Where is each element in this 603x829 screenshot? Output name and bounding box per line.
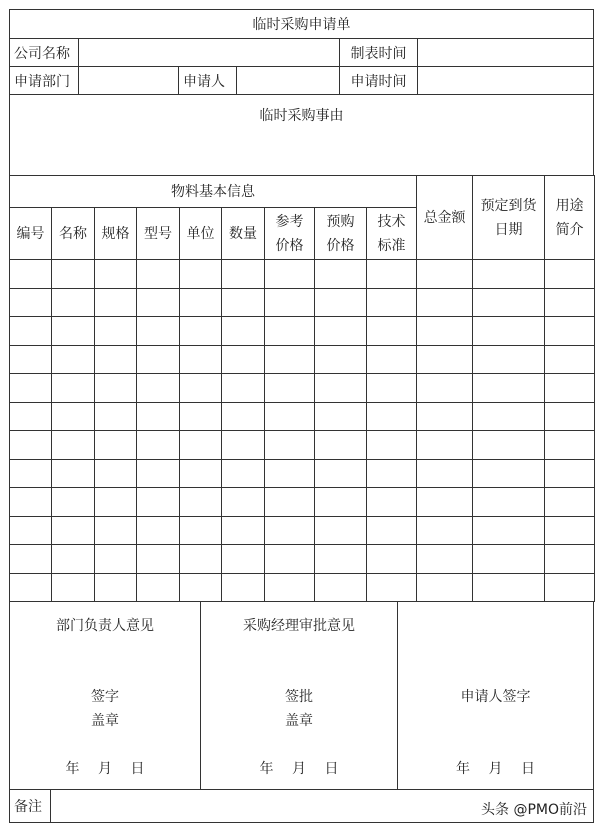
applicant-sign-label: 申请人签字 [460, 689, 531, 705]
table-cell[interactable] [180, 317, 222, 346]
table-cell[interactable] [367, 288, 417, 317]
table-cell[interactable] [180, 345, 222, 374]
table-cell[interactable] [367, 402, 417, 431]
table-cell[interactable] [222, 516, 265, 545]
table-cell[interactable] [417, 317, 473, 346]
table-row [10, 402, 595, 431]
table-cell[interactable] [265, 260, 315, 289]
total-amount-header: 总金额 [417, 176, 473, 260]
table-cell[interactable] [95, 459, 137, 488]
table-cell[interactable] [473, 317, 545, 346]
table-cell[interactable] [52, 260, 95, 289]
table-cell[interactable] [473, 459, 545, 488]
reason-section [9, 94, 594, 175]
table-cell[interactable] [180, 374, 222, 403]
dept-opinion-block [10, 602, 200, 789]
apply-time-field[interactable] [417, 67, 593, 94]
watermark: 头条 @PMO前沿 [481, 802, 587, 818]
table-cell[interactable] [473, 545, 545, 574]
header-number: 编号 [10, 208, 52, 260]
manager-opinion-title: 采购经理审批意见 [243, 618, 355, 634]
table-cell[interactable] [417, 459, 473, 488]
table-cell[interactable] [52, 545, 95, 574]
table-cell[interactable] [473, 288, 545, 317]
table-cell[interactable] [473, 402, 545, 431]
delivery-date-header: 预定到货 日期 [473, 176, 545, 260]
table-cell[interactable] [367, 317, 417, 346]
table-cell[interactable] [545, 260, 595, 289]
table-cell[interactable] [417, 374, 473, 403]
table-cell[interactable] [315, 402, 367, 431]
table-cell[interactable] [417, 488, 473, 517]
table-cell[interactable] [180, 488, 222, 517]
table-cell[interactable] [95, 260, 137, 289]
table-cell[interactable] [180, 431, 222, 460]
table-cell[interactable] [222, 374, 265, 403]
dept-seal-label: 盖章 [91, 713, 119, 729]
table-cell[interactable] [10, 431, 52, 460]
table-cell[interactable] [222, 459, 265, 488]
table-cell[interactable] [10, 402, 52, 431]
header-quantity: 数量 [222, 208, 265, 260]
table-cell[interactable] [137, 431, 180, 460]
table-cell[interactable] [10, 516, 52, 545]
table-cell[interactable] [315, 488, 367, 517]
department-row [9, 66, 594, 94]
table-cell[interactable] [265, 288, 315, 317]
table-cell[interactable] [417, 345, 473, 374]
table-cell[interactable] [545, 459, 595, 488]
table-cell[interactable] [545, 488, 595, 517]
table-cell[interactable] [315, 374, 367, 403]
manager-sign-label: 签批 [285, 689, 313, 705]
table-cell[interactable] [417, 260, 473, 289]
dept-date-label: 年 月 日 [65, 761, 145, 777]
manager-seal-label: 盖章 [285, 713, 313, 729]
table-cell[interactable] [473, 431, 545, 460]
reason-field[interactable] [14, 129, 589, 171]
table-cell[interactable] [95, 573, 137, 602]
table-cell[interactable] [180, 459, 222, 488]
table-cell[interactable] [265, 431, 315, 460]
table-cell[interactable] [265, 345, 315, 374]
manager-date-label: 年 月 日 [259, 761, 339, 777]
table-cell[interactable] [315, 545, 367, 574]
table-cell[interactable] [137, 317, 180, 346]
applicant-date-label: 年 月 日 [456, 761, 535, 777]
table-cell[interactable] [265, 573, 315, 602]
table-cell[interactable] [265, 402, 315, 431]
table-cell[interactable] [222, 573, 265, 602]
materials-section-title: 物料基本信息 [10, 176, 417, 208]
table-cell[interactable] [95, 431, 137, 460]
table-cell[interactable] [95, 488, 137, 517]
table-cell[interactable] [180, 288, 222, 317]
table-cell[interactable] [367, 488, 417, 517]
table-row [10, 516, 595, 545]
table-cell[interactable] [315, 573, 367, 602]
table-cell[interactable] [52, 317, 95, 346]
table-cell[interactable] [137, 374, 180, 403]
table-cell[interactable] [95, 317, 137, 346]
table-cell[interactable] [367, 260, 417, 289]
table-cell[interactable] [417, 516, 473, 545]
table-cell[interactable] [137, 516, 180, 545]
table-cell[interactable] [367, 459, 417, 488]
table-cell[interactable] [10, 488, 52, 517]
table-cell[interactable] [222, 345, 265, 374]
table-cell[interactable] [545, 516, 595, 545]
table-cell[interactable] [545, 317, 595, 346]
apply-time-label: 申请时间 [339, 67, 417, 94]
table-cell[interactable] [222, 260, 265, 289]
table-cell[interactable] [545, 288, 595, 317]
table-cell[interactable] [10, 288, 52, 317]
form-title-row [9, 9, 594, 38]
table-row [10, 573, 595, 602]
prepared-date-label: 制表时间 [339, 39, 417, 66]
table-cell[interactable] [52, 431, 95, 460]
table-cell[interactable] [315, 260, 367, 289]
table-cell[interactable] [367, 516, 417, 545]
table-cell[interactable] [52, 402, 95, 431]
table-cell[interactable] [315, 345, 367, 374]
department-field[interactable] [78, 67, 178, 94]
remark-label: 备注 [14, 799, 42, 815]
table-cell[interactable] [137, 345, 180, 374]
applicant-label: 申请人 [178, 67, 236, 94]
table-row [10, 545, 595, 574]
table-row [10, 317, 595, 346]
table-cell[interactable] [52, 459, 95, 488]
dept-sign-label: 签字 [91, 689, 119, 705]
table-cell[interactable] [265, 374, 315, 403]
table-cell[interactable] [473, 260, 545, 289]
table-cell[interactable] [137, 545, 180, 574]
table-cell[interactable] [315, 317, 367, 346]
company-row [9, 38, 594, 66]
table-cell[interactable] [137, 488, 180, 517]
table-cell[interactable] [473, 374, 545, 403]
table-cell[interactable] [417, 545, 473, 574]
table-cell[interactable] [222, 488, 265, 517]
header-planned-price: 预购 价格 [315, 208, 367, 260]
table-cell[interactable] [95, 545, 137, 574]
company-label: 公司名称 [14, 45, 70, 62]
table-cell[interactable] [315, 516, 367, 545]
table-cell[interactable] [10, 345, 52, 374]
manager-opinion-block [200, 602, 397, 789]
table-cell[interactable] [545, 402, 595, 431]
table-cell[interactable] [545, 345, 595, 374]
table-cell[interactable] [222, 288, 265, 317]
table-cell[interactable] [95, 516, 137, 545]
table-cell[interactable] [473, 516, 545, 545]
table-cell[interactable] [137, 260, 180, 289]
table-cell[interactable] [180, 516, 222, 545]
table-cell[interactable] [52, 516, 95, 545]
purchase-request-form [9, 9, 594, 823]
materials-table [9, 175, 595, 602]
table-cell[interactable] [367, 345, 417, 374]
prepared-date-field[interactable] [417, 39, 593, 66]
table-cell[interactable] [10, 260, 52, 289]
table-cell[interactable] [52, 374, 95, 403]
table-cell[interactable] [137, 402, 180, 431]
table-cell[interactable] [222, 317, 265, 346]
table-cell[interactable] [10, 573, 52, 602]
table-row [10, 488, 595, 517]
table-cell[interactable] [265, 317, 315, 346]
table-cell[interactable] [315, 288, 367, 317]
table-cell[interactable] [417, 431, 473, 460]
table-cell[interactable] [52, 288, 95, 317]
table-cell[interactable] [95, 345, 137, 374]
table-cell[interactable] [545, 374, 595, 403]
table-cell[interactable] [95, 288, 137, 317]
table-row [10, 459, 595, 488]
table-cell[interactable] [367, 431, 417, 460]
table-cell[interactable] [52, 345, 95, 374]
table-row [10, 431, 595, 460]
header-reference-price: 参考 价格 [265, 208, 315, 260]
table-cell[interactable] [417, 573, 473, 602]
table-cell[interactable] [473, 345, 545, 374]
applicant-sign-block [397, 602, 593, 789]
table-cell[interactable] [367, 374, 417, 403]
table-cell[interactable] [265, 516, 315, 545]
table-cell[interactable] [180, 260, 222, 289]
table-cell[interactable] [52, 488, 95, 517]
table-row [10, 374, 595, 403]
table-cell[interactable] [417, 402, 473, 431]
table-cell[interactable] [265, 545, 315, 574]
table-cell[interactable] [52, 573, 95, 602]
table-cell[interactable] [180, 402, 222, 431]
header-model: 型号 [137, 208, 180, 260]
table-cell[interactable] [315, 459, 367, 488]
table-row [10, 345, 595, 374]
table-cell[interactable] [137, 573, 180, 602]
table-cell[interactable] [545, 431, 595, 460]
applicant-field[interactable] [236, 67, 339, 94]
table-cell[interactable] [473, 573, 545, 602]
dept-opinion-title: 部门负责人意见 [56, 618, 154, 634]
header-name: 名称 [52, 208, 95, 260]
table-cell[interactable] [180, 545, 222, 574]
table-row [10, 260, 595, 289]
table-cell[interactable] [545, 573, 595, 602]
form-title: 临时采购申请单 [252, 17, 351, 33]
table-cell[interactable] [137, 288, 180, 317]
approvals-section [9, 602, 594, 789]
table-cell[interactable] [222, 402, 265, 431]
table-cell[interactable] [95, 374, 137, 403]
table-cell[interactable] [545, 545, 595, 574]
table-row [10, 288, 595, 317]
table-cell[interactable] [367, 545, 417, 574]
table-cell[interactable] [265, 488, 315, 517]
table-cell[interactable] [222, 431, 265, 460]
table-cell[interactable] [367, 573, 417, 602]
table-cell[interactable] [417, 288, 473, 317]
department-label: 申请部门 [14, 73, 70, 90]
table-cell[interactable] [137, 459, 180, 488]
table-cell[interactable] [265, 459, 315, 488]
table-cell[interactable] [10, 374, 52, 403]
table-cell[interactable] [10, 459, 52, 488]
table-cell[interactable] [473, 488, 545, 517]
table-cell[interactable] [180, 573, 222, 602]
header-spec: 规格 [95, 208, 137, 260]
company-field[interactable] [78, 39, 339, 66]
header-tech-standard: 技术 标准 [367, 208, 417, 260]
table-cell[interactable] [315, 431, 367, 460]
table-cell[interactable] [95, 402, 137, 431]
header-unit: 单位 [180, 208, 222, 260]
table-cell[interactable] [222, 545, 265, 574]
table-cell[interactable] [10, 545, 52, 574]
purpose-header: 用途 简介 [545, 176, 595, 260]
table-cell[interactable] [10, 317, 52, 346]
reason-title: 临时采购事由 [259, 108, 344, 124]
